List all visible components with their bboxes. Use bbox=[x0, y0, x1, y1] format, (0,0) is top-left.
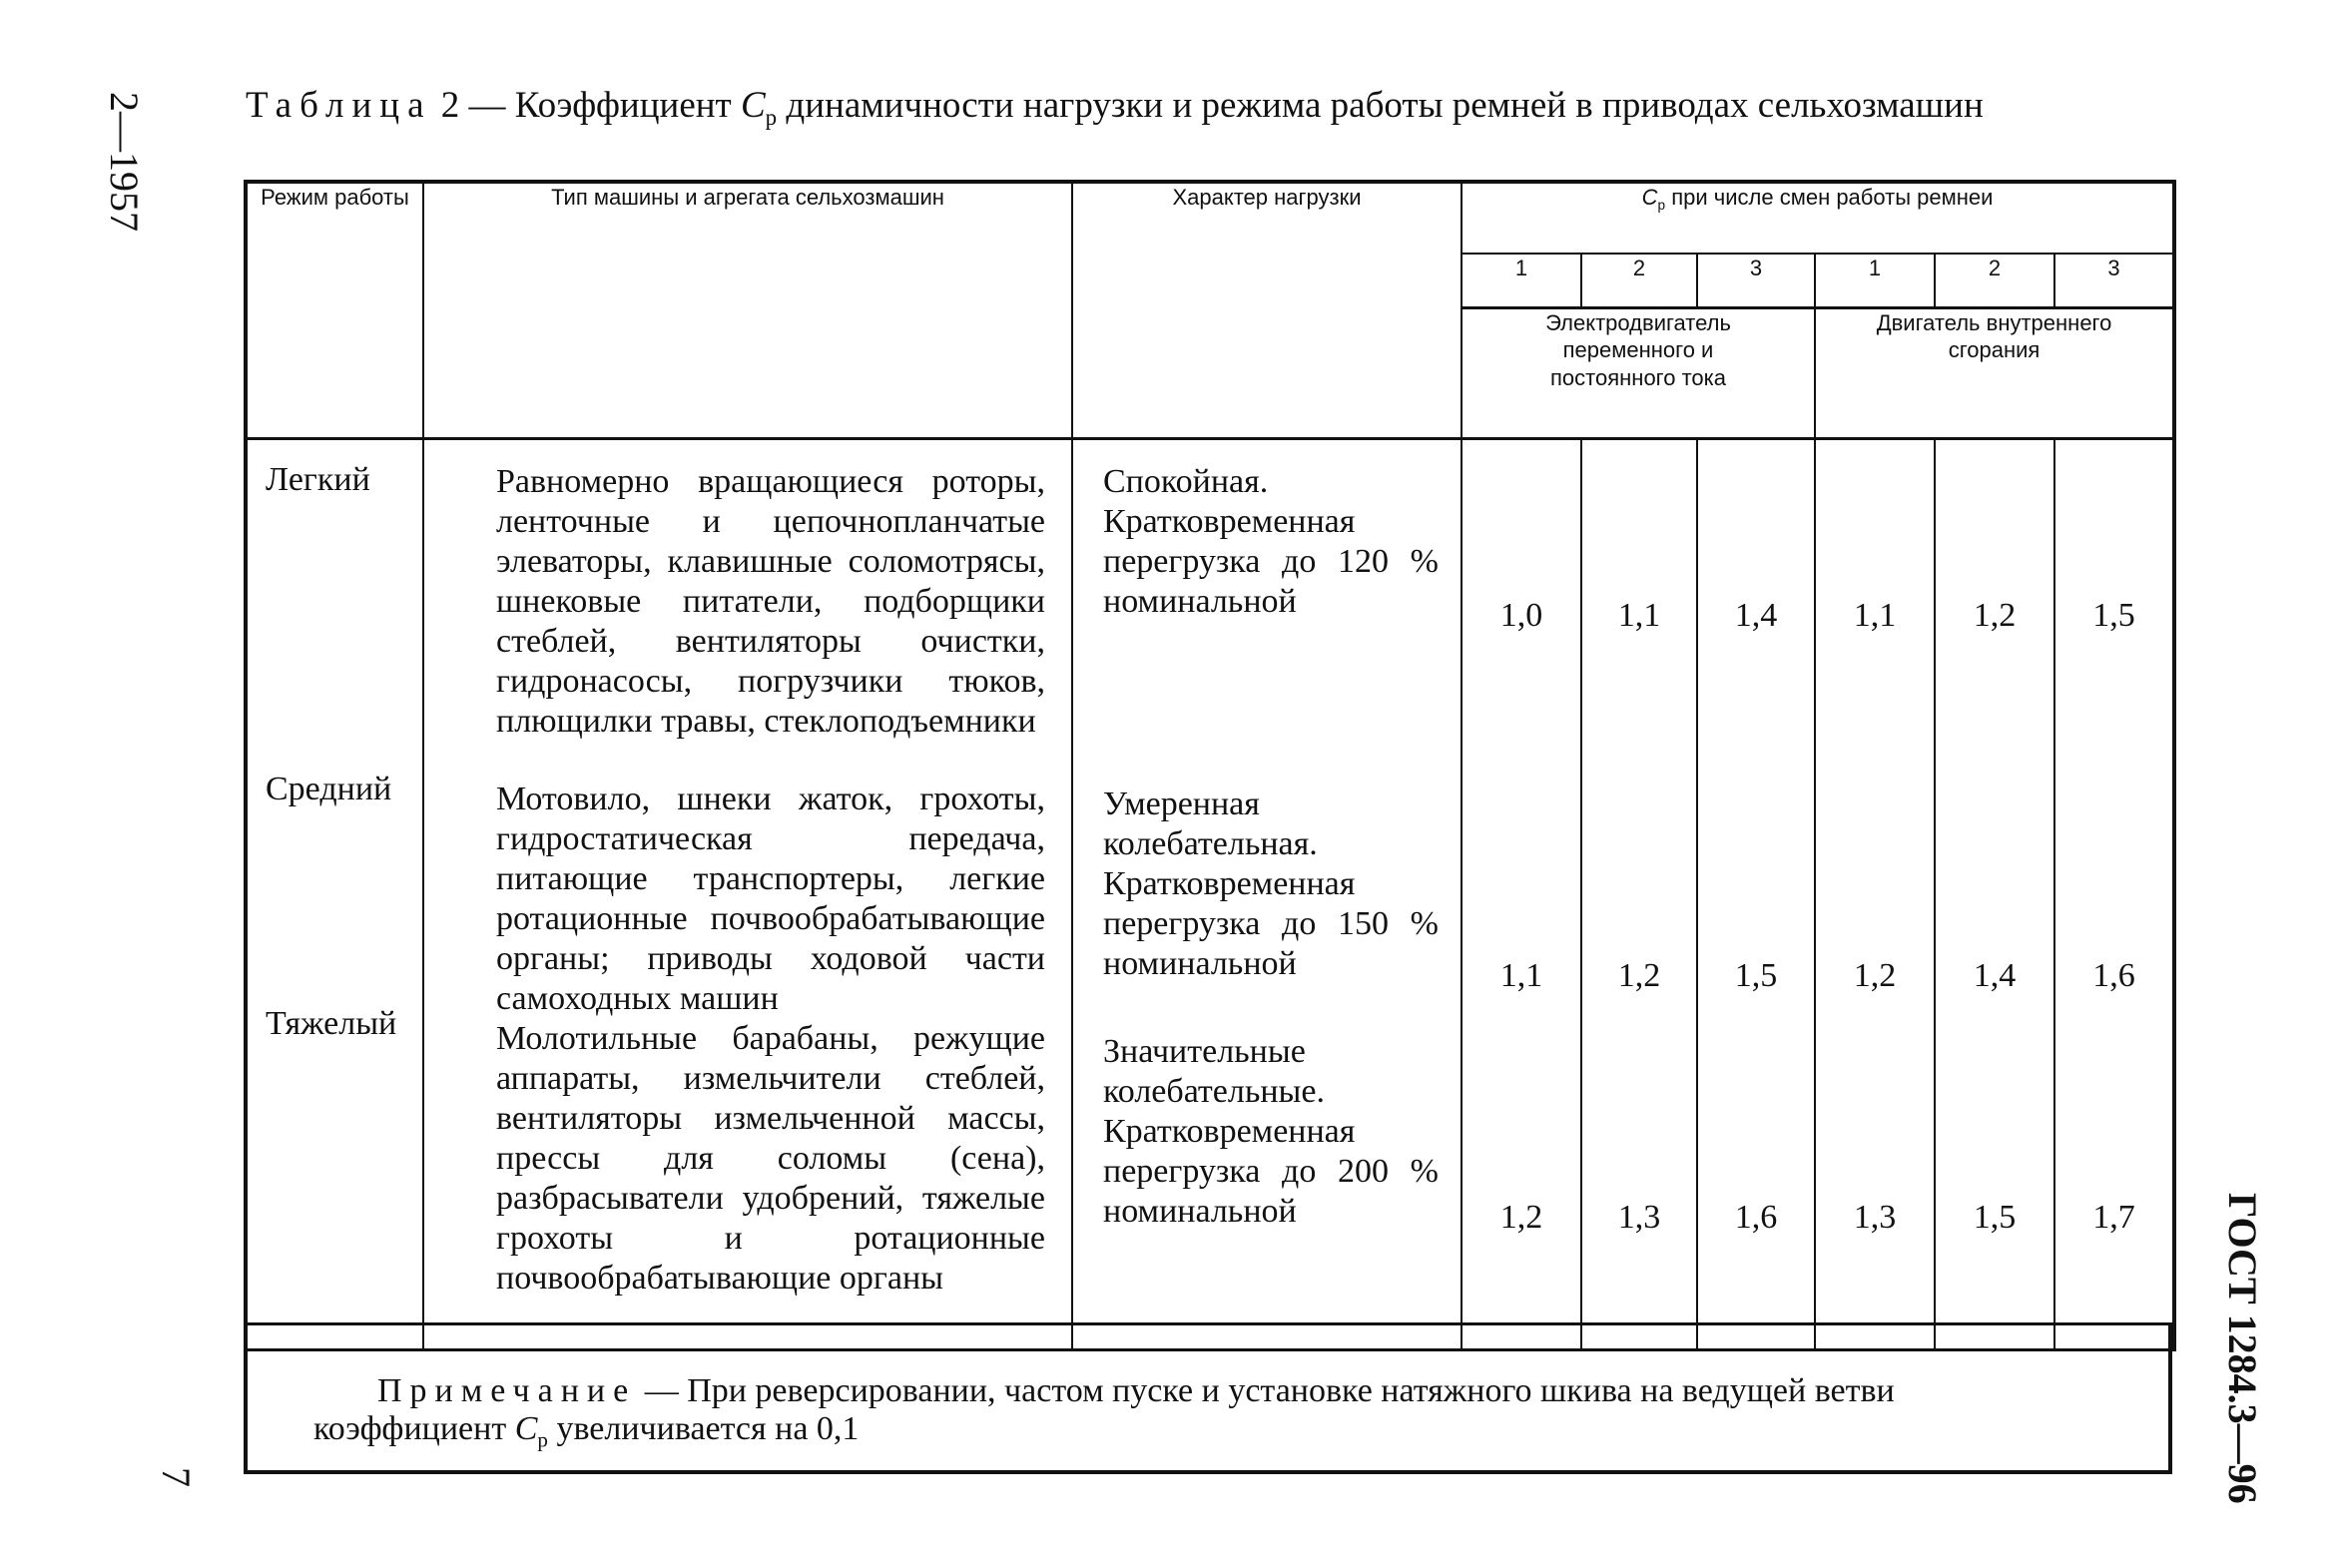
value-column bbox=[1935, 438, 2054, 1349]
value-cell: 1,2 bbox=[1853, 956, 1897, 994]
header-mode: Режим работы bbox=[246, 182, 423, 438]
value-column bbox=[1815, 438, 1935, 1349]
value-cell: 1,5 bbox=[1973, 1198, 2017, 1236]
page-number: 7 bbox=[154, 1467, 199, 1487]
caption-symbol: C bbox=[740, 85, 766, 126]
note-text-after: увеличивается на 0,1 bbox=[556, 1410, 860, 1447]
table-caption bbox=[246, 84, 1984, 131]
value-cell: 1,4 bbox=[1973, 956, 2017, 994]
mode-medium: Средний bbox=[266, 771, 392, 808]
value-cell: 1,4 bbox=[1734, 596, 1778, 634]
caption-dash: — bbox=[468, 85, 506, 126]
value-column bbox=[1697, 438, 1815, 1349]
table-note bbox=[244, 1322, 2172, 1474]
value-column bbox=[1461, 438, 1581, 1349]
load-heavy: Значительные колебательные. Кратковременная перегрузка до 200 % номинальной bbox=[1103, 1032, 1439, 1230]
shift-number: 3 bbox=[1697, 254, 1815, 307]
load-medium: Умеренная колебательная. Кратковременная перегрузка до 150 % номинальной bbox=[1103, 784, 1439, 982]
shift-number: 2 bbox=[1581, 254, 1697, 307]
page-number-side: 2—1957 bbox=[102, 92, 147, 232]
header-cp-symbol: C bbox=[1641, 185, 1658, 210]
value-cell: 1,0 bbox=[1499, 596, 1543, 634]
header-cp-text: при числе смен работы ремнеи bbox=[1671, 185, 1994, 210]
value-cell: 1,5 bbox=[2092, 596, 2135, 634]
header-cp-subscript: р bbox=[1657, 197, 1666, 213]
note-symbol: C bbox=[514, 1410, 538, 1447]
value-cell: 1,3 bbox=[1853, 1198, 1897, 1236]
value-column bbox=[1581, 438, 1697, 1349]
machine-light: Равномерно вращающиеся роторы, ленточные и цепочнопланчатые элеваторы, клавишные соломотрясы, шнековые питатели, подборщики стеблей, вентиляторы очистки, гидронасосы, погрузчики тюков, плющилки травы, стеклоподъемники bbox=[496, 462, 1045, 740]
note-line-2 bbox=[313, 1409, 859, 1459]
machine-medium: Мотовило, шнеки жаток, грохоты, гидростатическая передача, питающие транспортеры, легкие ротационные почвообрабатывающие органы; приводы ходовой части самоходных машин bbox=[496, 780, 1045, 1017]
shift-number: 1 bbox=[1815, 254, 1935, 307]
note-line-1 bbox=[377, 1371, 1895, 1411]
mode-column bbox=[246, 438, 423, 1349]
value-cell: 1,6 bbox=[2092, 956, 2135, 994]
mode-heavy: Тяжелый bbox=[266, 1004, 397, 1042]
machine-heavy: Молотильные барабаны, режущие аппараты, измельчители стеблей, вентиляторы измельченной массы, прессы для соломы (сена), разбрасыватели удобрений, тяжелые грохоты и ротационные почвообрабатывающие органы bbox=[496, 1019, 1045, 1297]
value-cell: 1,1 bbox=[1499, 956, 1543, 994]
note-dash: — bbox=[644, 1372, 679, 1409]
caption-number: 2 bbox=[440, 85, 460, 126]
note-subscript: р bbox=[537, 1427, 548, 1452]
header-load: Характер нагрузки bbox=[1072, 182, 1461, 438]
value-cell: 1,2 bbox=[1617, 956, 1661, 994]
value-cell: 1,1 bbox=[1617, 596, 1661, 634]
load-column bbox=[1072, 438, 1461, 1349]
note-label: Примечание bbox=[377, 1372, 637, 1409]
value-cell: 1,3 bbox=[1617, 1198, 1661, 1236]
caption-text-before: Коэффициент bbox=[514, 85, 732, 126]
caption-label: Таблица bbox=[246, 85, 432, 126]
group-electric-motor: Электродвигатель переменного и постоянного тока bbox=[1461, 307, 1815, 438]
header-machine: Тип машины и агрегата сельхозмашин bbox=[423, 182, 1072, 438]
shift-number: 1 bbox=[1461, 254, 1581, 307]
caption-subscript: р bbox=[765, 105, 778, 131]
standard-code: ГОСТ 1284.3—96 bbox=[2220, 1193, 2265, 1504]
machine-column bbox=[423, 438, 1072, 1349]
note-text: При реверсировании, частом пуске и установке натяжного шкива на ведущей ветви bbox=[687, 1372, 1895, 1409]
value-cell: 1,2 bbox=[1973, 596, 2017, 634]
value-cell: 1,1 bbox=[1853, 596, 1897, 634]
coefficient-table bbox=[244, 180, 2176, 1351]
value-cell: 1,2 bbox=[1499, 1198, 1543, 1236]
load-light: Спокойная. Кратковременная перегрузка до 120 % номинальной bbox=[1103, 462, 1439, 620]
note-text-before: коэффициент bbox=[313, 1410, 507, 1447]
mode-light: Легкий bbox=[266, 460, 370, 498]
value-cell: 1,7 bbox=[2092, 1198, 2135, 1236]
header-cp bbox=[1461, 182, 2174, 254]
value-cell: 1,5 bbox=[1734, 956, 1778, 994]
shift-number: 3 bbox=[2054, 254, 2174, 307]
caption-text-after: динамичности нагрузки и режима работы ремней в приводах сельхозмашин bbox=[786, 85, 1984, 126]
value-cell: 1,6 bbox=[1734, 1198, 1778, 1236]
value-column bbox=[2054, 438, 2174, 1349]
group-ice-engine: Двигатель внутреннего сгорания bbox=[1815, 307, 2174, 438]
shift-number: 2 bbox=[1935, 254, 2054, 307]
